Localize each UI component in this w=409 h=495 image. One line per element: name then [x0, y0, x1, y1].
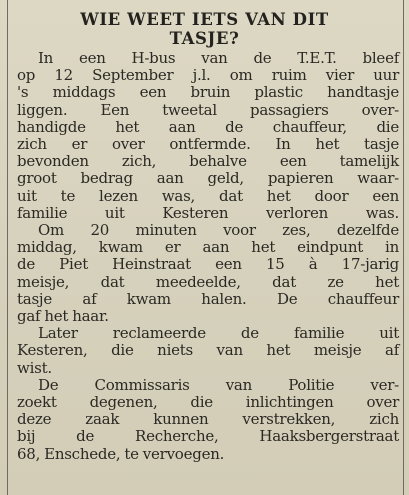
text-line: zich er over ontfermde. In het tasje [17, 135, 399, 154]
article-headline [0, 0, 409, 48]
text-line: Kesteren, die niets van het meisje af [17, 341, 399, 360]
headline-line-2: TASJE? [169, 29, 240, 48]
text-line: zoekt degenen, die inlichtingen over [17, 393, 399, 412]
paragraph-3 [17, 325, 399, 377]
text-line: op 12 September j.l. om ruim vier uur [17, 66, 399, 85]
headline-line-1: WIE WEET IETS VAN DIT [80, 10, 329, 29]
text-line: deze zaak kunnen verstrekken, zich [17, 410, 399, 429]
text-line: wist. [17, 358, 52, 377]
text-line: liggen. Een tweetal passagiers over- [17, 100, 399, 119]
text-line: handigde het aan de chauffeur, die [17, 117, 399, 136]
text-line: de Piet Heinstraat een 15 à 17-jarig [17, 255, 399, 274]
text-line: 68, Enschede, te vervoegen. [17, 444, 225, 463]
paragraph-4 [17, 377, 399, 463]
text-line: bevonden zich, behalve een tamelijk [17, 152, 399, 171]
text-line: Om 20 minuten voor zes, dezelfde [38, 221, 399, 240]
text-line: Later reclameerde de familie uit [38, 324, 399, 343]
text-line: bij de Recherche, Haaksbergerstraat [17, 427, 399, 446]
paragraph-2 [17, 222, 399, 325]
text-line: In een H-bus van de T.E.T. bleef [38, 49, 399, 67]
text-line: meisje, dat meedeelde, dat ze het [17, 272, 399, 291]
text-line: De Commissaris van Politie ver- [38, 375, 399, 394]
column-rule-right [403, 0, 404, 495]
paragraph-1 [17, 50, 399, 222]
text-line: uit te lezen was, dat het door een [17, 186, 399, 205]
text-line: gaf het haar. [17, 307, 109, 326]
column-rule-left [7, 0, 8, 495]
text-line: tasje af kwam halen. De chauffeur [17, 289, 399, 308]
article-body [17, 50, 399, 463]
text-line: groot bedrag aan geld, papieren waar- [17, 169, 399, 188]
text-line: middag, kwam er aan het eindpunt in [17, 238, 399, 257]
text-line: familie uit Kesteren verloren was. [17, 203, 399, 222]
text-line: 's middags een bruin plastic handtasje [17, 83, 399, 102]
